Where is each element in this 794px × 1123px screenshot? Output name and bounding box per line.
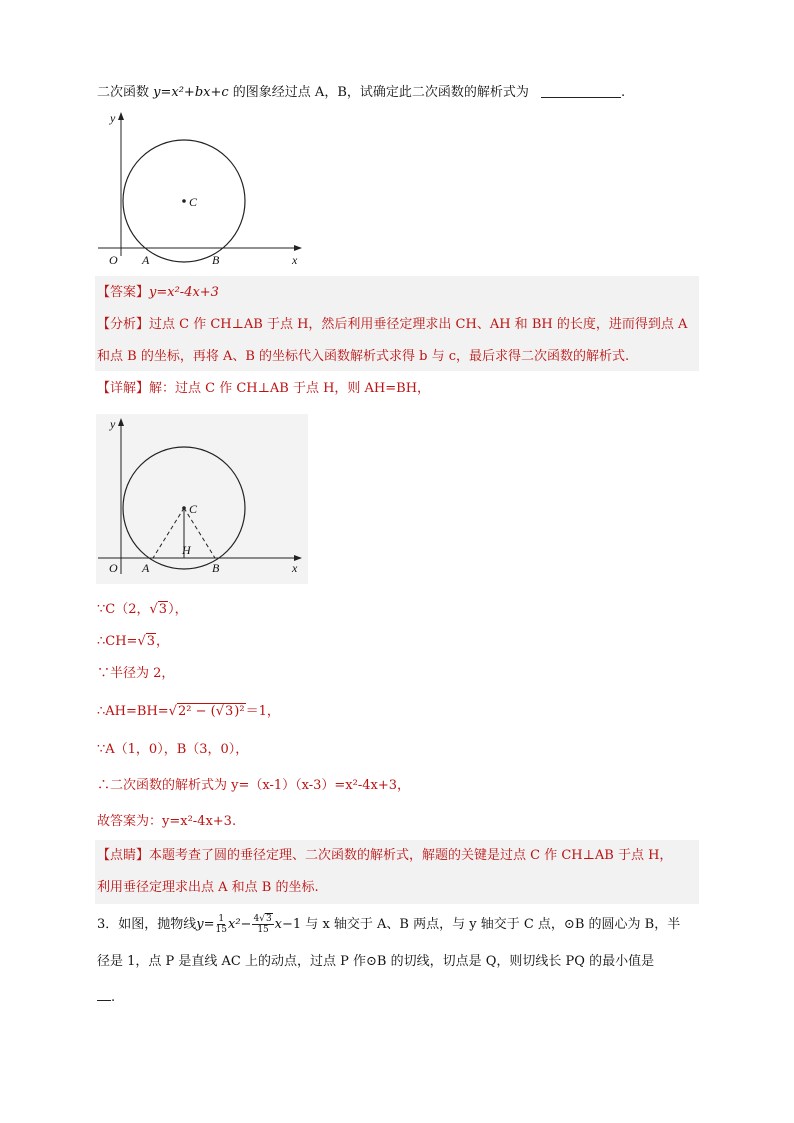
q3-frac-2-root: 3 [265,914,272,924]
q3-line-1 [97,914,680,935]
step-5: ∵A（1，0），B（3，0）， [97,742,249,757]
figure-1 [96,110,308,270]
comment-line-2: 利用垂径定理求出点 A 和点 B 的坐标. [97,880,319,895]
detail-text: 解：过点 C 作 CH⊥AB 于点 H，则 AH=BH， [149,381,431,396]
q2-end: . [621,85,626,100]
comment-tag: 【点睛】 [97,848,150,863]
comment-line-1 [97,846,672,866]
analysis-line-1 [97,315,687,335]
fig2-c-label: C [189,502,198,516]
fig1-a-label: A [142,253,150,267]
step-1: ∵C（2，√3）， [97,602,188,617]
q3-x2: x² [228,917,241,932]
fig2-x-label: x [292,561,298,575]
answer-blank [541,85,621,98]
fig1-x-label: x [292,253,298,267]
step-2-b: ， [156,634,170,649]
step-2: ∴CH=√3， [97,634,170,649]
fig2-h-label: H [182,543,191,557]
detail-line [97,379,430,399]
fig2-b-label: B [212,561,220,575]
q2-prefix: 二次函数 [97,85,150,100]
q2-suffix: 的图象经过点 A，B，试确定此二次函数的解析式为 [232,85,529,100]
q3-num: 3．如图，抛物线 [97,917,197,932]
fig2-y-label: y [110,417,116,431]
step-4-in2: )² [234,704,245,719]
step-2-a: ∴CH= [97,634,138,649]
q3-x1: x [274,917,283,932]
q3-frac-2-den: 15 [257,925,269,935]
step-2-root: 3 [146,634,156,649]
step-1-a: ∵C（2， [97,602,150,617]
step-7: 故答案为：y=x²-4x+3. [97,814,237,829]
analysis-tag: 【分析】 [97,317,150,332]
fig1-y-label: y [110,111,116,125]
answer-line [97,283,219,303]
q3-minus: − [240,917,252,932]
q3-line-3 [97,988,115,1008]
step-4-root: 3 [224,704,234,719]
answer-value: y=x²-4x+3 [149,285,219,300]
fig2-o-label: O [109,561,118,575]
q3-frac-1 [216,914,227,935]
fig1-o-label: O [109,253,118,267]
step-1-root: 3 [158,602,168,617]
fig2-a-label: A [142,561,150,575]
step-4-a: ∴AH=BH= [97,704,169,719]
q3-y: y [196,917,204,932]
step-6: ∴二次函数的解析式为 y=（x-1）（x-3）=x²-4x+3， [97,778,410,793]
analysis-line-2: 和点 B 的坐标，再将 A、B 的坐标代入函数解析式求得 b 与 c，最后求得二次函数的解析式. [97,349,630,364]
q3-frac-2-num: 4√3 [253,914,272,924]
analysis-text-1: 过点 C 作 CH⊥AB 于点 H，然后利用垂径定理求出 CH、AH 和 BH 的长度，进而得到点 A [149,317,688,332]
q3-end: . [111,990,116,1005]
q3-line-2: 径是 1，点 P 是直线 AC 上的动点，过点 P 作⊙B 的切线，切点是 Q，则切线长 PQ 的最小值是 [97,954,655,969]
step-4-b: ＝1， [245,704,280,719]
answer-tag: 【答案】 [97,285,150,300]
comment-text-1: 本题考查了圆的垂径定理、二次函数的解析式，解题的关键是过点 C 作 CH⊥AB 于点 H， [149,848,673,863]
figure-2 [96,414,308,584]
step-1-b: ）， [168,602,188,617]
q2-formula: y=x²+bx+c [153,85,229,100]
q3-answer-blank [97,988,111,1001]
q3-frac-1-num: 1 [218,914,225,924]
q3-eq: = [203,917,215,932]
step-4-radical: 2² − (√3)² [177,704,245,719]
q3-frac-2-coef: 4 [253,914,260,924]
q3-tail: −1 与 x 轴交于 A、B 两点，与 y 轴交于 C 点，⊙B 的圆心为 B，半 [282,917,681,932]
step-4: ∴AH=BH=√2² − (√3)²＝1， [97,704,280,719]
detail-tag: 【详解】 [97,381,150,396]
step-4-in1: 2² − ( [177,704,216,719]
q2-line [97,83,625,103]
step-3: ∵半径为 2， [97,666,175,681]
fig1-b-label: B [212,253,220,267]
fig1-c-label: C [189,195,198,209]
q3-frac-2 [252,914,273,935]
q3-frac-1-den: 15 [215,925,227,935]
